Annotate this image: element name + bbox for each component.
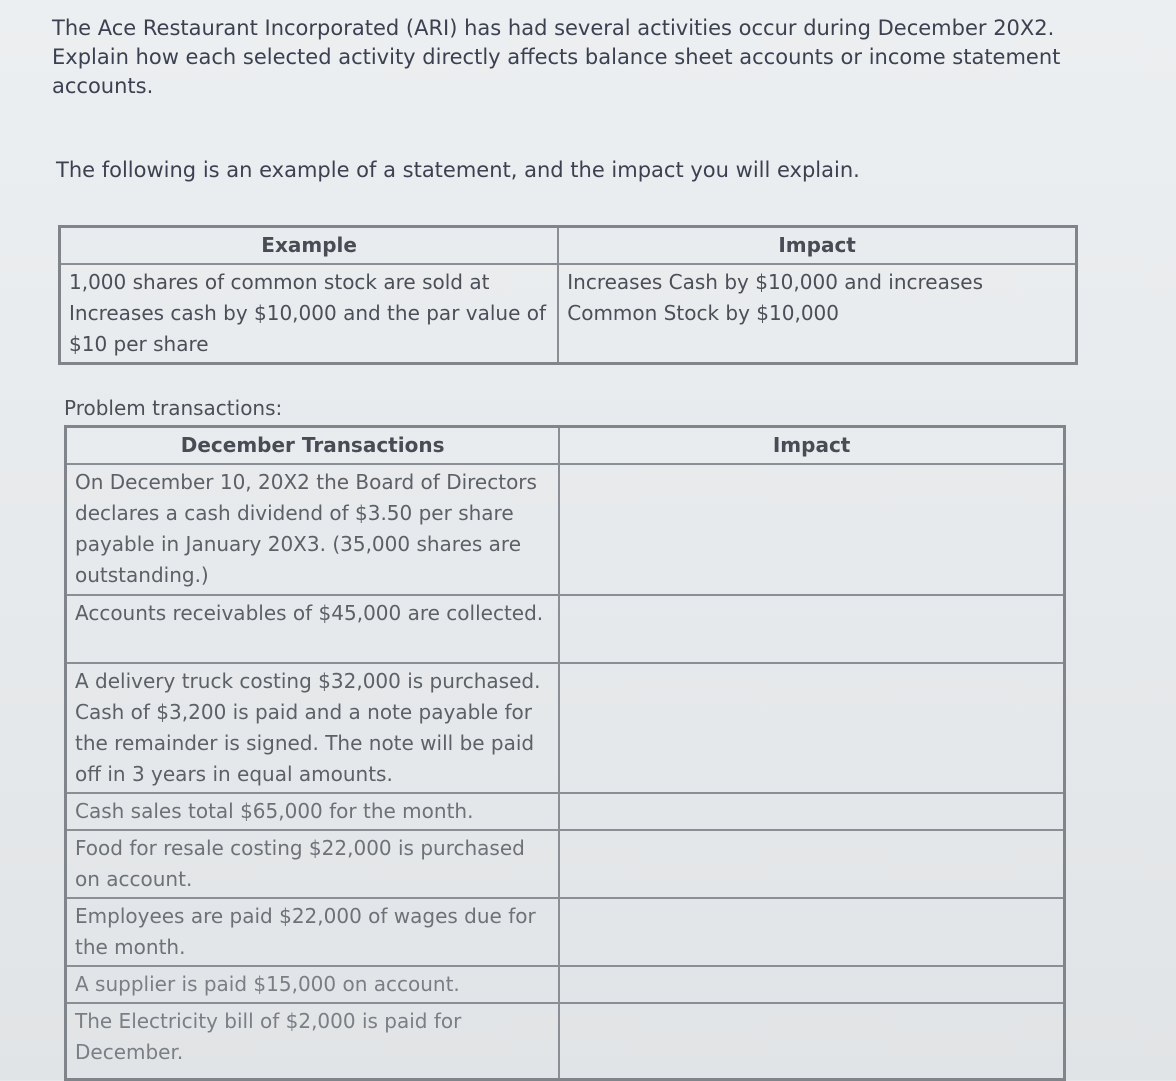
transaction-cell: On December 10, 20X2 the Board of Directors declares a cash dividend of $3.50 per share payable in January 20X3. (35,000 shares are outstanding.) bbox=[66, 464, 560, 595]
problem-transactions-label: Problem transactions: bbox=[64, 396, 283, 420]
intro-line-3: accounts. bbox=[52, 74, 154, 98]
impact-answer-cell[interactable] bbox=[559, 464, 1064, 595]
impact-header: Impact bbox=[558, 227, 1076, 265]
example-statement-cell: 1,000 shares of common stock are sold at Increases cash by $10,000 and the par value of $10 per share bbox=[60, 264, 559, 364]
example-table bbox=[58, 225, 1078, 365]
transaction-cell: Cash sales total $65,000 for the month. bbox=[66, 793, 560, 830]
impact-answer-cell[interactable] bbox=[559, 966, 1064, 1003]
transaction-cell: Food for resale costing $22,000 is purchased on account. bbox=[66, 830, 560, 898]
example-impact-cell: Increases Cash by $10,000 and increases Common Stock by $10,000 bbox=[558, 264, 1076, 364]
example-header: Example bbox=[60, 227, 559, 265]
impact-answer-cell[interactable] bbox=[559, 595, 1064, 663]
table-row bbox=[66, 793, 1065, 830]
impact-answer-cell[interactable] bbox=[559, 830, 1064, 898]
impact-answer-cell[interactable] bbox=[559, 663, 1064, 793]
example-row bbox=[60, 264, 1077, 364]
example-lead-text: The following is an example of a statement, and the impact you will explain. bbox=[56, 158, 860, 182]
table-row bbox=[66, 966, 1065, 1003]
table-row bbox=[66, 830, 1065, 898]
impact-answer-cell[interactable] bbox=[559, 793, 1064, 830]
impact-header: Impact bbox=[559, 427, 1064, 465]
impact-answer-cell[interactable] bbox=[559, 1003, 1064, 1080]
problem-transactions-table bbox=[64, 425, 1066, 1081]
transaction-cell: A delivery truck costing $32,000 is purchased. Cash of $3,200 is paid and a note payable for the remainder is signed. The note will be paid off in 3 years in equal amounts. bbox=[66, 663, 560, 793]
december-transactions-header: December Transactions bbox=[66, 427, 560, 465]
table-row bbox=[66, 1003, 1065, 1080]
table-row bbox=[66, 663, 1065, 793]
intro-line-1: The Ace Restaurant Incorporated (ARI) has had several activities occur during December 20X2. bbox=[52, 16, 1055, 40]
transaction-cell: Accounts receivables of $45,000 are collected. bbox=[66, 595, 560, 663]
intro-paragraph bbox=[52, 14, 1112, 101]
intro-line-2: Explain how each selected activity directly affects balance sheet accounts or income statement bbox=[52, 45, 1061, 69]
impact-answer-cell[interactable] bbox=[559, 898, 1064, 966]
table-row bbox=[66, 464, 1065, 595]
table-row bbox=[66, 595, 1065, 663]
transaction-cell: The Electricity bill of $2,000 is paid for December. bbox=[66, 1003, 560, 1080]
transaction-cell: Employees are paid $22,000 of wages due for the month. bbox=[66, 898, 560, 966]
transaction-cell: A supplier is paid $15,000 on account. bbox=[66, 966, 560, 1003]
table-row bbox=[66, 898, 1065, 966]
